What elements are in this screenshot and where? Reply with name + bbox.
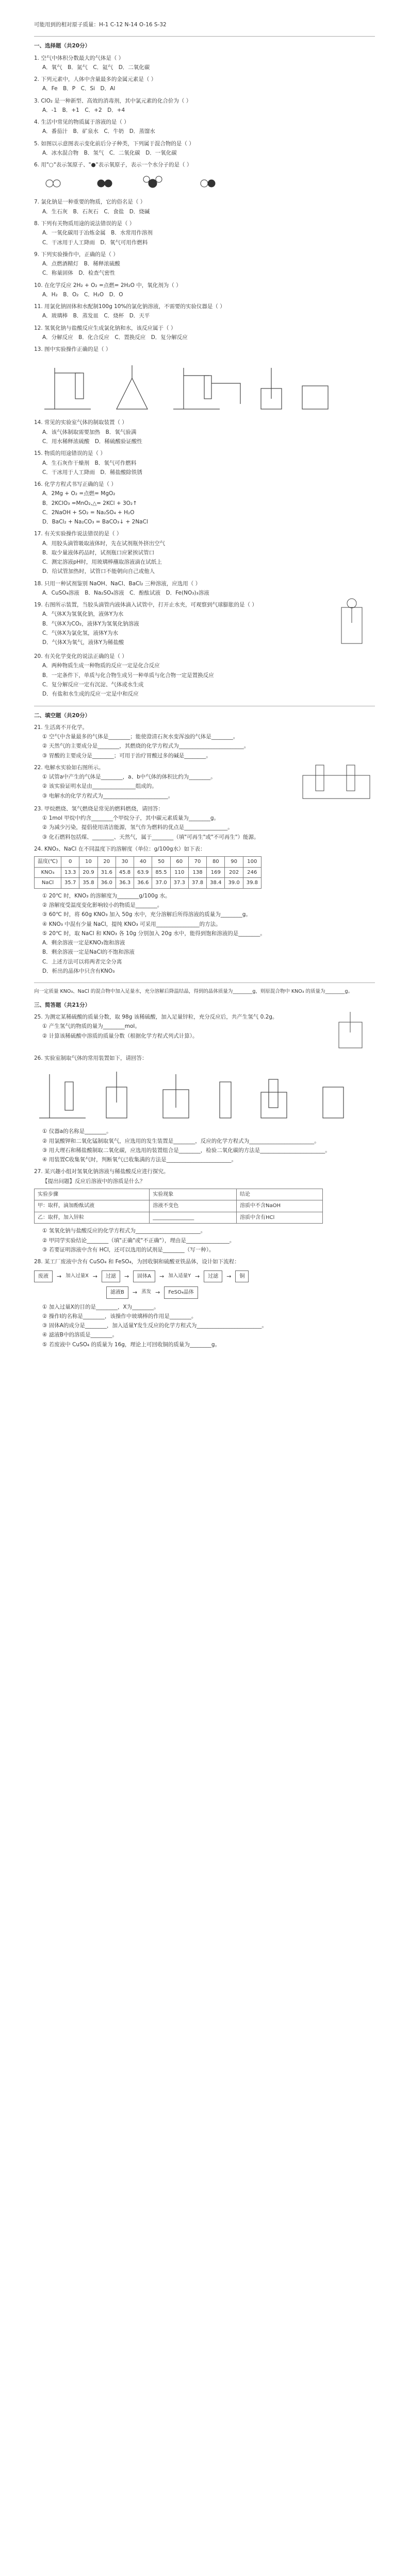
sub-question: ① 20℃ 时，KNO₃ 的溶解度为________g/100g 水。 bbox=[42, 892, 171, 899]
options: C．2NaOH + SO₂ = Na₂SO₄ + H₂O bbox=[42, 509, 135, 516]
sub-question: ③ 用大理石和稀盐酸制取二氧化碳，应选用的装置组合是________，检验二氧化碳的方法是________________________。 bbox=[42, 1147, 331, 1154]
solubility-table bbox=[34, 856, 261, 889]
q22-block bbox=[34, 760, 375, 801]
sub-question: ③ 固体A的成分是________，加入适量Y发生反应的化学方程式为________________________。 bbox=[42, 1323, 267, 1329]
section-title: 三、简答题（共21分） bbox=[34, 1002, 91, 1008]
options: C．干冰用于人工降雨 D．氧气可用作燃料 bbox=[42, 239, 148, 246]
sub-question: ③ 60℃ 时，将 60g KNO₃ 加入 50g 水中，充分溶解后所得溶液的质量为________g。 bbox=[42, 911, 251, 918]
arrow-icon: → bbox=[159, 1273, 165, 1280]
options: C．气体X为氯化氢，液体Y为水 bbox=[42, 630, 118, 637]
sub-question: ① 产生氢气的物质的量为________mol。 bbox=[42, 1023, 140, 1030]
flow-box: 固体A bbox=[133, 1270, 155, 1283]
sub-question: ① 仪器a的名称是________。 bbox=[42, 1128, 112, 1135]
flow-box: 滤液B bbox=[106, 1286, 128, 1299]
sub-question: ④ 用装置C收集氧气时，判断氧气已收集满的方法是________________________。 bbox=[42, 1157, 237, 1163]
question: 23. 甲烷燃烧、氢气燃烧是常见的燃料燃烧，请回答： bbox=[34, 805, 164, 812]
table-header-row: 温度(℃) 0 10 20 30 40 50 60 70 80 90 100 bbox=[35, 857, 261, 868]
options: C．干冰用于人工降雨 D．稀盐酸除铁锈 bbox=[42, 469, 142, 476]
question: 17. 有关实验操作说法错误的是（ ） bbox=[34, 531, 122, 537]
options: A．用胶头滴管吸取液体时，先在试剂瓶外挤出空气 bbox=[42, 540, 166, 547]
options: A．生石灰作干燥剂 B．氧气可作燃料 bbox=[42, 460, 137, 466]
question: 21. 生活离不开化学。 bbox=[34, 724, 88, 731]
sub-question: ① 1mol 甲烷中约含________个甲烷分子，其中碳元素质量为________g。 bbox=[42, 815, 220, 822]
lab-apparatus-figure bbox=[34, 358, 375, 414]
question: 25. 为测定某稀硫酸的质量分数，取 98g 该稀硫酸，加入足量锌粒，充分反应后，共产生氢气 0.2g。 bbox=[34, 1014, 278, 1021]
paragraph: 向一定质量 KNO₃、NaCl 的混合物中加入足量水，充分溶解后降温结晶，得到的晶体质量为________g，则原混合物中 KNO₃ 的质量为________g。 bbox=[34, 989, 353, 995]
options: A．生石灰 B．石灰石 C．食盐 D．烧碱 bbox=[42, 208, 150, 215]
options: D．析出的晶体中只含有KNO₃ bbox=[42, 968, 115, 974]
question: 9. 下列实验操作中，正确的是（ ） bbox=[34, 251, 119, 258]
options: A．氧气 B．氮气 C．氦气 D．二氧化碳 bbox=[42, 64, 150, 71]
options: D．气体X为氧气，液体Y为稀盐酸 bbox=[42, 639, 124, 646]
question: 16. 化学方程式书写正确的是（ ） bbox=[34, 481, 117, 488]
options: A．气体X为氢氧化钠，液体Y为水 bbox=[42, 611, 124, 618]
section-title: 二、填空题（共20分） bbox=[34, 712, 91, 719]
sub-question: ② 溶解度受温度变化影响较小的物质是________。 bbox=[42, 902, 163, 908]
question: 15. 物质的用途错误的是（ ） bbox=[34, 450, 106, 457]
options: A．该气体制取需要加热 B．氧气验满 bbox=[42, 429, 137, 435]
divider bbox=[34, 36, 375, 37]
question: 20. 有关化学变化的说法正确的是（ ） bbox=[34, 653, 127, 660]
options: A．Fe B．P C．Si D．Al bbox=[42, 86, 116, 92]
options: B．一定条件下，单质与化合物生成另一种单质与化合物一定是置换反应 bbox=[42, 672, 214, 679]
question: 6. 用"○"表示氢原子、"●"表示氧原子，表示一个水分子的是（ ） bbox=[34, 162, 192, 168]
flow-box: 铜 bbox=[235, 1270, 249, 1283]
options: B．剩余溶液一定是NaCl的不饱和溶液 bbox=[42, 949, 135, 956]
options: A．两种物质生成一种物质的反应一定是化合反应 bbox=[42, 663, 160, 669]
options: A．玻璃棒 B．蒸发皿 C．烧杯 D．天平 bbox=[42, 313, 150, 319]
zinc-acid-diagram bbox=[329, 1009, 375, 1050]
process-flowchart-branch bbox=[34, 1286, 375, 1299]
arrow-icon: → bbox=[57, 1273, 62, 1280]
sub-question: ② 用氯酸钾和二氧化锰制取氧气，应选用的发生装置是________，反应的化学方程式为________________________。 bbox=[42, 1138, 320, 1144]
lab-apparatus-diagram bbox=[34, 358, 343, 414]
options: A．一氧化碳用于冶炼金属 B．水常用作溶剂 bbox=[42, 230, 153, 236]
options: B．取少量液体药品时，试剂瓶口应紧挨试管口 bbox=[42, 549, 155, 556]
question: 19. 右图所示装置，当胶头滴管内液体滴入试管中，打开止水夹，可观察到气球膨胀的是（ ） bbox=[34, 602, 257, 608]
options: A．2Mg + O₂ =点燃= MgO₂ bbox=[42, 490, 116, 497]
options: A．剩余溶液一定是KNO₃饱和溶液 bbox=[42, 940, 125, 946]
options: A．番茄汁 B．矿泉水 C．牛奶 D．蒸馏水 bbox=[42, 128, 155, 135]
options: B．2KClO₃ =MnO₂,△= 2KCl + 3O₂↑ bbox=[42, 500, 137, 506]
options: A．冰水混合物 B．氢气 C．二氧化碳 D．一氧化碳 bbox=[42, 149, 177, 156]
question: 26. 实验室制取气体的常用装置如下，请回答： bbox=[34, 1055, 148, 1062]
sub-question: ④ 滤液B中的溶质是________。 bbox=[42, 1332, 118, 1338]
balloon-apparatus-diagram bbox=[329, 597, 375, 649]
arrow-icon: → bbox=[124, 1273, 129, 1280]
question: 10. 在化学反应 2H₂ + O₂ =点燃= 2H₂O 中，氧化剂为（ ） bbox=[34, 282, 182, 289]
flow-step: 蒸发 bbox=[141, 1289, 152, 1295]
gas-apparatus-figure bbox=[34, 1066, 375, 1123]
options: A．分解反应 B．化合反应 C．置换反应 D．复分解反应 bbox=[42, 334, 188, 341]
question: 18. 只用一种试剂鉴别 NaOH、NaCl、BaCl₂ 三种溶液，应选用（ ） bbox=[34, 580, 201, 587]
sub-question: ③ 化石燃料包括煤、________、天然气，属于________（填"可再生"或"不可再生"）能源。 bbox=[42, 834, 259, 840]
sub-question: ② 计算该稀硫酸中溶质的质量分数（根据化学方程式列式计算）。 bbox=[42, 1032, 198, 1039]
table-row: NaCl 35.7 35.8 36.0 36.3 36.6 37.0 37.3 37.8 38.4 39.0 39.8 bbox=[35, 878, 261, 889]
options: D．给试管加热时，试管口不能朝向自己或他人 bbox=[42, 568, 155, 575]
sub-question: ② 为减少污染，提倡使用清洁能源，氢气作为燃料的优点是________________。 bbox=[42, 824, 233, 831]
options: A．点燃酒精灯 B．稀释浓硫酸 bbox=[42, 261, 120, 267]
sub-question: ② 甲同学实验结论________（填"正确"或"不正确"），理由是________________。 bbox=[42, 1237, 235, 1244]
sub-question: ③ 胃酸的主要成分是________；可用于治疗胃酸过多的碱是________。 bbox=[42, 752, 211, 759]
options: C．上述方法可以将两者完全分离 bbox=[42, 958, 122, 965]
q25-block bbox=[34, 1009, 375, 1050]
sub-question: ① 空气中含量最多的气体是________；能使澄清石灰水变浑浊的气体是________。 bbox=[42, 734, 239, 740]
question: 4. 生活中常见的物质属于溶液的是（ ） bbox=[34, 119, 129, 126]
header-note: 可能用到的相对原子质量：H-1 C-12 N-14 O-16 S-32 bbox=[34, 22, 167, 28]
divider bbox=[34, 982, 375, 983]
sub-question: ③ 电解水的化学方程式为________________________。 bbox=[42, 792, 174, 799]
sub-question: ② 操作Ⅰ的名称是________，该操作中玻璃棒的作用是________。 bbox=[42, 1313, 197, 1319]
sub-question: ④ KNO₃ 中混有少量 NaCl，提纯 KNO₃ 可采用________________的方法。 bbox=[42, 921, 221, 927]
options: A．-1 B．+1 C．+2 D．+4 bbox=[42, 107, 125, 113]
question: 27. 某兴趣小组对氢氧化钠溶液与稀盐酸反应进行探究。 bbox=[34, 1168, 169, 1175]
q19-block bbox=[34, 597, 375, 649]
sub-question: ① 试管a中产生的气体是________，a、b中气体的体积比约为________。 bbox=[42, 774, 216, 781]
options: B．气体X为CO₂，液体Y为氢氧化钠溶液 bbox=[42, 620, 139, 627]
electrolysis-diagram bbox=[298, 760, 375, 801]
table-row: 乙：取样，加入锌粒 ________________ 溶质中含有HCl bbox=[35, 1212, 323, 1224]
options: A．CuSO₄溶液 B．Na₂SO₄溶液 C．酚酞试液 D．Fe(NO₃)₃溶液 bbox=[42, 589, 209, 596]
question: 13. 图中实验操作正确的是（ ） bbox=[34, 346, 111, 353]
flow-step: 加入过量X bbox=[66, 1273, 89, 1279]
process-flowchart bbox=[34, 1270, 375, 1283]
gas-apparatus-diagram bbox=[34, 1066, 364, 1123]
question: 24. KNO₃、NaCl 在不同温度下的溶解度（单位：g/100g水）如下表： bbox=[34, 845, 206, 852]
options: C．复分解反应一定有沉淀、气体或水生成 bbox=[42, 682, 144, 688]
options: D．BaCl₂ + Na₂CO₃ = BaCO₃↓ + 2NaCl bbox=[42, 519, 148, 526]
question: 3. ClO₂ 是一种新型、高效的消毒剂，其中氯元素的化合价为（ ） bbox=[34, 97, 192, 104]
sub-question: ⑤ 20℃ 时，取 NaCl 和 KNO₃ 各 10g 分别加入 20g 水中，能得到饱和溶液的是________。 bbox=[42, 930, 266, 937]
flow-box: 废液 bbox=[34, 1270, 53, 1283]
sub-question: ① 加入过量X的目的是________，X为________。 bbox=[42, 1303, 159, 1310]
sub-question: ① 氢氧化钠与盐酸反应的化学方程式为________________________。 bbox=[42, 1228, 206, 1234]
flow-box: 过滤 bbox=[204, 1270, 222, 1283]
question: 1. 空气中体积分数最大的气体是（ ） bbox=[34, 55, 124, 61]
arrow-icon: → bbox=[155, 1289, 160, 1296]
question: 2. 下列元素中，人体中含量最多的金属元素是（ ） bbox=[34, 76, 157, 83]
options: A．H₂ B．O₂ C．H₂O D．O bbox=[42, 291, 123, 298]
molecule-figure bbox=[34, 173, 375, 194]
question: 28. 某工厂废液中含有 CuSO₄ 和 FeSO₄，为回收铜和硫酸亚铁晶体，设计如下流程： bbox=[34, 1259, 240, 1265]
table-row: 甲：取样，滴加酚酞试液 溶液不变色 溶质中不含NaOH bbox=[35, 1200, 323, 1212]
table-row: KNO₃ 13.3 20.9 31.6 45.8 63.9 85.5 110 138 169 202 246 bbox=[35, 867, 261, 878]
sub-question: ② 该实验证明水是由________________组成的。 bbox=[42, 783, 157, 790]
section-title: 一、选择题（共20分） bbox=[34, 43, 91, 49]
flow-box: FeSO₄晶体 bbox=[164, 1286, 198, 1299]
question: 7. 氯化钠是一种重要的物质，它的俗名是（ ） bbox=[34, 199, 146, 206]
question: 14. 常见的实验室气体的制取装置（ ） bbox=[34, 419, 127, 426]
question: 22. 电解水实验如右图所示。 bbox=[34, 764, 104, 771]
arrow-icon: → bbox=[132, 1289, 138, 1296]
table-header-row: 实验步骤 实验现象 结论 bbox=[35, 1189, 323, 1200]
molecule-options-diagram bbox=[34, 173, 251, 194]
arrow-icon: → bbox=[92, 1273, 97, 1280]
sub-question: ② 天然气的主要成分是________，其燃烧的化学方程式为________________________。 bbox=[42, 743, 250, 750]
flow-box: 过滤 bbox=[102, 1270, 120, 1283]
arrow-icon: → bbox=[195, 1273, 200, 1280]
question: 11. 用氯化钠固体和水配制100g 10%的氯化钠溶液，不需要的实验仪器是（ ） bbox=[34, 303, 225, 310]
question: 8. 下列有关物质用途的说法错误的是（ ） bbox=[34, 220, 135, 227]
options: D．有盐和水生成的反应一定是中和反应 bbox=[42, 691, 139, 698]
question: 12. 氢氧化钠与盐酸反应生成氯化钠和水，该反应属于（ ） bbox=[34, 325, 176, 331]
sub-question: ③ 若要证明溶液中含有 HCl，还可以选用的试剂是________（写一种）。 bbox=[42, 1246, 215, 1253]
flow-step: 加入适量Y bbox=[168, 1273, 191, 1279]
options: C．测定溶液pH时，用玻璃棒蘸取溶液滴在试纸上 bbox=[42, 559, 162, 566]
options: C．用水稀释浓硫酸 D．稀硫酸验证酸性 bbox=[42, 438, 142, 445]
experiment-table bbox=[34, 1189, 323, 1224]
sub-question: ⑤ 若废液中 CuSO₄ 的质量为 16g，理论上可回收铜的质量为________g。 bbox=[42, 1341, 221, 1348]
arrow-icon: → bbox=[226, 1273, 232, 1280]
options: C．称量固体 D．检查气密性 bbox=[42, 270, 116, 277]
question: 5. 如图以示意图表示变化前后分子种类，下列属于混合物的是（ ） bbox=[34, 140, 194, 147]
sub-question: 【提出问题】反应后溶液中的溶质是什么？ bbox=[42, 1178, 145, 1184]
